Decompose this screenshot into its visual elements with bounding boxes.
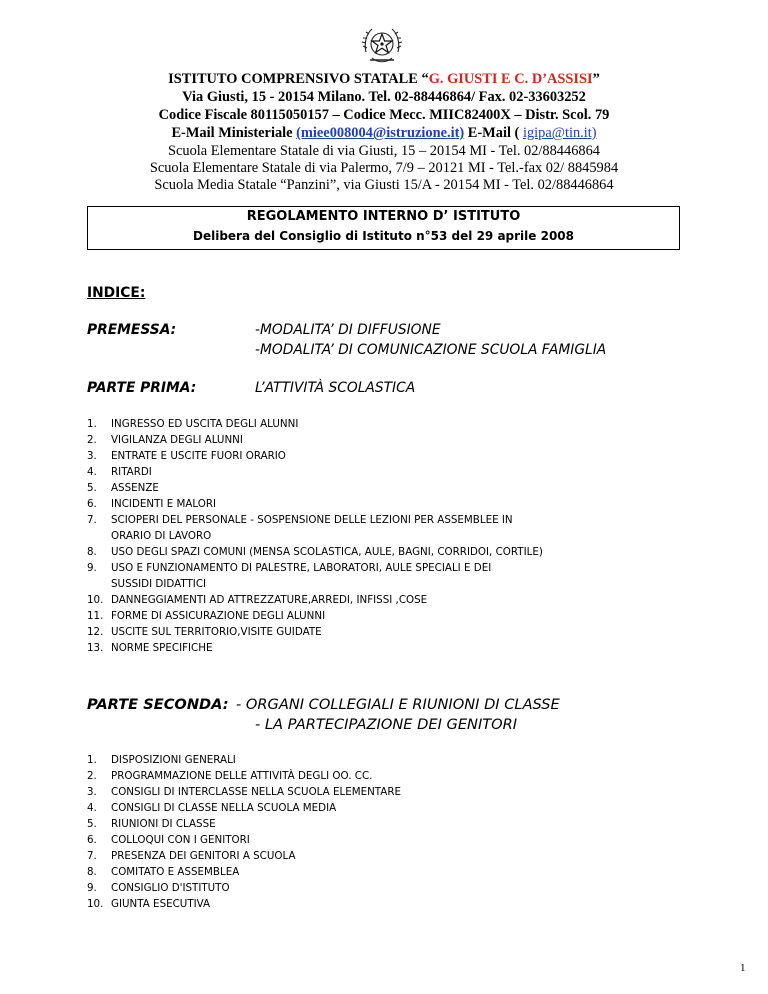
document-title: REGOLAMENTO INTERNO D’ ISTITUTO xyxy=(246,209,521,224)
part2-title-1: - ORGANI COLLEGIALI E RIUNIONI DI CLASSE xyxy=(236,696,560,713)
part2-list xyxy=(87,752,401,912)
document-subtitle: Delibera del Consiglio di Istituto n°53 del 29 aprile 2008 xyxy=(193,229,574,243)
list-item: 5. ASSENZE xyxy=(87,482,159,494)
part1-list xyxy=(87,416,543,656)
list-item: 11. FORME DI ASSICURAZIONE DEGLI ALUNNI xyxy=(87,610,326,622)
school-name-line: ISTITUTO COMPRENSIVO STATALE “G. GIUSTI E C. D’ASSISI” xyxy=(168,71,600,87)
list-item: 8. USO DEGLI SPAZI COMUNI (MENSA SCOLASTICA, AULE, BAGNI, CORRIDOI, CORTILE) xyxy=(87,546,543,558)
part1-label: PARTE PRIMA: xyxy=(87,380,197,396)
list-item: 6. INCIDENTI E MALORI xyxy=(87,498,217,510)
list-item: 4. RITARDI xyxy=(87,466,152,478)
email-alt-link[interactable]: igipa@tin.it) xyxy=(522,125,597,141)
part2-title-2: - LA PARTECIPAZIONE DEI GENITORI xyxy=(255,716,518,733)
list-item: 10. DANNEGGIAMENTI AD ATTREZZATURE,ARREDI, INFISSI ,COSE xyxy=(87,594,428,606)
list-item: 5. RIUNIONI DI CLASSE xyxy=(87,818,216,830)
premessa-label: PREMESSA: xyxy=(87,322,177,338)
list-item: 3. ENTRATE E USCITE FUORI ORARIO xyxy=(87,450,286,462)
list-item: 4. CONSIGLI DI CLASSE NELLA SCUOLA MEDIA xyxy=(87,802,337,814)
list-item: 7. PRESENZA DEI GENITORI A SCUOLA xyxy=(87,850,296,862)
school-name: G. GIUSTI E C. D’ASSISI xyxy=(428,71,593,87)
part1-title: L’ATTIVITÀ SCOLASTICA xyxy=(255,380,416,396)
email-line: E-Mail Ministeriale (miee008004@istruzione.it) E-Mail ( igipa@tin.it) xyxy=(171,125,597,141)
list-item: 8. COMITATO E ASSEMBLEA xyxy=(87,866,240,878)
republic-emblem-icon xyxy=(358,22,406,68)
list-item: SUSSIDI DIDATTICI xyxy=(111,578,207,590)
list-item: 2. VIGILANZA DEGLI ALUNNI xyxy=(87,434,243,446)
address-line: Via Giusti, 15 - 20154 Milano. Tel. 02-88446864/ Fax. 02-33603252 xyxy=(182,89,586,105)
list-item: 3. CONSIGLI DI INTERCLASSE NELLA SCUOLA ELEMENTARE xyxy=(87,786,401,798)
premessa-item-2: -MODALITA’ DI COMUNICAZIONE SCUOLA FAMIGLIA xyxy=(255,342,607,358)
email-ministerial-link[interactable]: (miee008004@istruzione.it) xyxy=(296,125,465,141)
school-2-line: Scuola Elementare Statale di via Palermo, 7/9 – 20121 MI - Tel.-fax 02/ 8845984 xyxy=(149,160,619,176)
list-item: 10. GIUNTA ESECUTIVA xyxy=(87,898,211,910)
list-item: 1. INGRESSO ED USCITA DEGLI ALUNNI xyxy=(87,418,299,430)
list-item: 9. USO E FUNZIONAMENTO DI PALESTRE, LABORATORI, AULE SPECIALI E DEI xyxy=(87,562,492,574)
index-heading: INDICE: xyxy=(87,285,146,301)
list-item: 2. PROGRAMMAZIONE DELLE ATTIVITÀ DEGLI OO. CC. xyxy=(87,770,373,782)
title-box xyxy=(87,206,680,250)
school-1-line: Scuola Elementare Statale di via Giusti, 15 – 20154 MI - Tel. 02/88446864 xyxy=(168,143,600,159)
codes-line: Codice Fiscale 80115050157 – Codice Mecc. MIIC82400X – Distr. Scol. 79 xyxy=(158,107,610,123)
school-3-line: Scuola Media Statale “Panzini”, via Giusti 15/A - 20154 MI - Tel. 02/88446864 xyxy=(154,177,614,193)
list-item: 12. USCITE SUL TERRITORIO,VISITE GUIDATE xyxy=(87,626,322,638)
part2-label: PARTE SECONDA: xyxy=(87,696,229,713)
premessa-item-1: -MODALITA’ DI DIFFUSIONE xyxy=(255,322,441,338)
list-item: ORARIO DI LAVORO xyxy=(111,530,212,542)
list-item: 6. COLLOQUI CON I GENITORI xyxy=(87,834,250,846)
page-number: 1 xyxy=(740,962,746,974)
list-item: 1. DISPOSIZIONI GENERALI xyxy=(87,754,236,766)
list-item: 13. NORME SPECIFICHE xyxy=(87,642,213,654)
list-item: 7. SCIOPERI DEL PERSONALE - SOSPENSIONE DELLE LEZIONI PER ASSEMBLEE IN xyxy=(87,514,513,526)
list-item: 9. CONSIGLIO D'ISTITUTO xyxy=(87,882,230,894)
